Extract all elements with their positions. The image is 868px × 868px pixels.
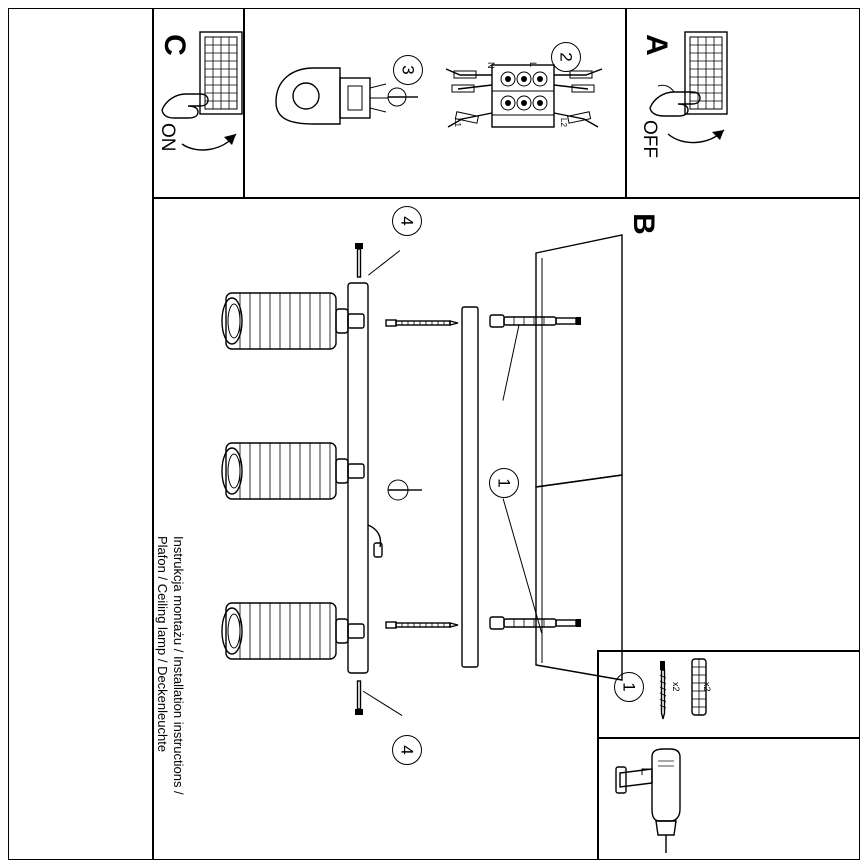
panel-c-letter: C: [157, 34, 191, 56]
step-3-number: 3: [399, 65, 418, 75]
connector-illustration: [262, 62, 422, 142]
terminal-label-l: L: [528, 62, 538, 68]
document-title-line1: Instrukcja montażu / Installation instructions /: [171, 536, 186, 795]
main-assembly-illustration: [190, 225, 640, 765]
panel-c-illustration: [160, 20, 250, 190]
step-1-number-parts: 1: [620, 682, 639, 692]
panel-a-letter: A: [639, 34, 673, 56]
terminal-block-illustration: [440, 55, 610, 155]
panel-a-switch-label: OFF: [639, 120, 660, 158]
step-4-number-bottom: 4: [398, 745, 417, 755]
document-title-line2: Plafon / Ceiling lamp / Deckenleuchte: [155, 536, 170, 753]
title-strip-divider: [152, 8, 154, 860]
parts-screw-anchor-illustration: [648, 655, 728, 733]
terminal-label-l2: L2: [559, 118, 568, 127]
panel-a-illustration: [640, 20, 850, 190]
panel-b-letter: B: [626, 213, 660, 235]
drill-illustration: [608, 745, 728, 853]
panel-c-bottom-divider: [152, 197, 244, 199]
terminal-label-l1: L1: [453, 118, 462, 127]
top-row-bottom-divider: [243, 197, 860, 199]
step-4-number-top: 4: [398, 216, 417, 226]
parts-screw-quantity: x2: [671, 682, 681, 692]
terminal-label-n: N: [486, 62, 496, 69]
step-1-number: 1: [495, 478, 514, 488]
panel-c-switch-label: ON: [157, 123, 178, 152]
parts-anchor-quantity: x2: [702, 682, 712, 692]
step-2-number: 2: [557, 52, 576, 62]
panel-a-left-divider: [625, 8, 627, 198]
